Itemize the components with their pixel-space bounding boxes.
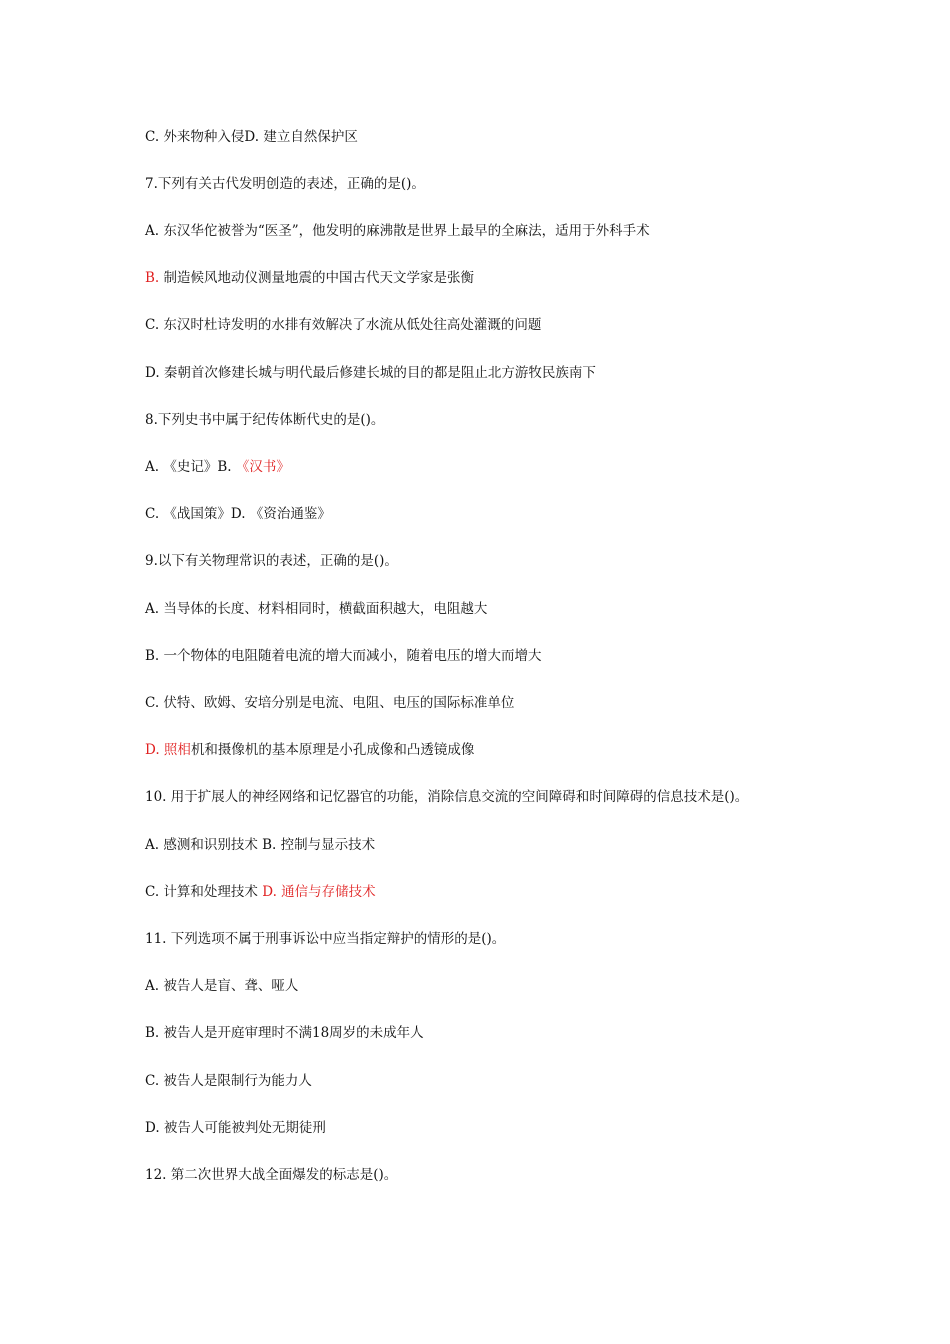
- option-a: [145, 600, 487, 618]
- option-text: 机和摄像机的基本原理是小孔成像和凸透镜成像: [190, 742, 475, 758]
- option-text: C. 被告人是限制行为能力人: [145, 1073, 312, 1089]
- option-text: A. 东汉华佗被誉为“医圣”，他发明的麻沸散是世界上最早的全麻法，适用于外科手术: [145, 223, 650, 239]
- option-d: [145, 1119, 326, 1137]
- question-text: 11. 下列选项不属于刑事诉讼中应当指定辩护的情形的是()。: [145, 931, 506, 947]
- option-c: [145, 1072, 312, 1090]
- option-line-c-d: [145, 883, 376, 901]
- option-text: A. 当导体的长度、材料相同时，横截面积越大，电阻越大: [145, 601, 488, 617]
- line-text: C. 外来物种入侵D. 建立自然保护区: [145, 129, 358, 145]
- question-text: 8.下列史书中属于纪传体断代史的是()。: [145, 412, 385, 428]
- option-a: [145, 222, 650, 240]
- question-7: [145, 175, 425, 193]
- answer-highlight: D. 通信与存储技术: [262, 884, 376, 900]
- option-a: [145, 977, 298, 995]
- question-8: [145, 411, 384, 429]
- option-text: A. 《史记》B.: [145, 459, 236, 475]
- option-b: [145, 1024, 424, 1042]
- question-10: [145, 788, 748, 806]
- question-text: 7.下列有关古代发明创造的表述，正确的是()。: [145, 176, 425, 192]
- option-text: B. 一个物体的电阻随着电流的增大而减小，随着电压的增大而增大: [145, 648, 542, 664]
- option-c: [145, 694, 514, 712]
- option-line-a-b: [145, 458, 290, 476]
- option-text: D. 被告人可能被判处无期徒刑: [145, 1120, 326, 1136]
- answer-marker: B.: [145, 270, 160, 286]
- option-text: 制造候风地动仪测量地震的中国古代天文学家是张衡: [159, 270, 475, 286]
- option-b: [145, 647, 542, 665]
- option-text: A. 被告人是盲、聋、哑人: [145, 978, 299, 994]
- question-text: 9.以下有关物理常识的表述，正确的是()。: [145, 553, 398, 569]
- option-c: [145, 316, 541, 334]
- question-text: 12. 第二次世界大战全面爆发的标志是()。: [145, 1167, 398, 1183]
- option-d: [145, 364, 596, 382]
- option-text: C. 《战国策》D. 《资治通鉴》: [145, 506, 331, 522]
- answer-highlight: D. 照相: [145, 742, 191, 758]
- option-text: A. 感测和识别技术 B. 控制与显示技术: [145, 837, 376, 853]
- question-text: 10. 用于扩展人的神经网络和记忆器官的功能，消除信息交流的空间障碍和时间障碍的信息技术是()。: [145, 789, 749, 805]
- option-text: D. 秦朝首次修建长城与明代最后修建长城的目的都是阻止北方游牧民族南下: [145, 365, 596, 381]
- question-12: [145, 1166, 397, 1184]
- question-9: [145, 552, 398, 570]
- option-text: B. 被告人是开庭审理时不满18周岁的未成年人: [145, 1025, 424, 1041]
- option-line-c-d: [145, 128, 358, 146]
- option-text: C. 伏特、欧姆、安培分别是电流、电阻、电压的国际标准单位: [145, 695, 515, 711]
- option-d-correct: [145, 741, 474, 759]
- option-b-correct: [145, 269, 474, 287]
- option-text: C. 东汉时杜诗发明的水排有效解决了水流从低处往高处灌溉的问题: [145, 317, 542, 333]
- question-11: [145, 930, 505, 948]
- option-text: C. 计算和处理技术: [145, 884, 263, 900]
- answer-highlight: 《汉书》: [235, 459, 290, 475]
- option-line-a-b: [145, 836, 375, 854]
- option-line-c-d: [145, 505, 331, 523]
